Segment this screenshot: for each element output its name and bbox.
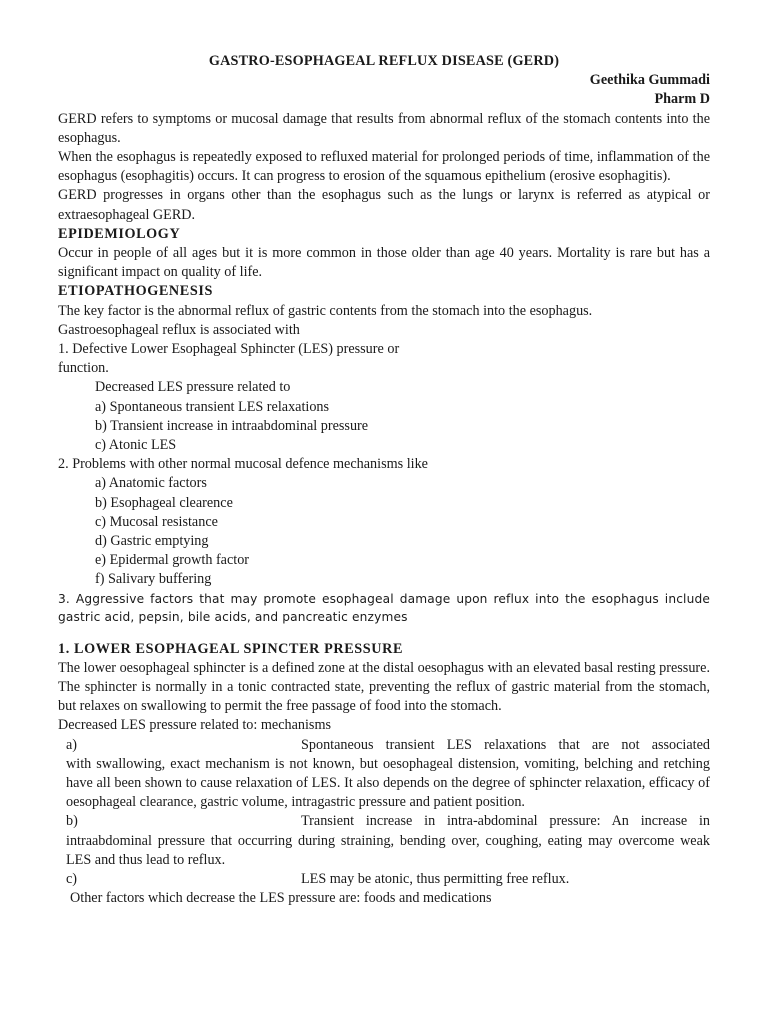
sub-list-text: Esophageal clearence (110, 494, 233, 511)
sub-list-label: e) (95, 552, 107, 569)
mechanism-b-body: intraabdominal pressure that occurring during straining, bending over, coughing, eating may overcome weak LES and thus lead to reflux. (66, 832, 710, 868)
mechanism-a-label: a) (66, 736, 78, 753)
mechanism-a-body: with swallowing, exact mechanism is not known, but oesophageal distension, vomiting, belching and retching have all been shown to cause relaxation of LES. It also depends on the degree of sphincter relaxation, efficacy of oesophageal clearance, gastric volume, intragastric pressure and patient position. (66, 755, 710, 811)
sub-list-item (58, 417, 710, 436)
mechanisms-label: Decreased LES pressure related to: mechanisms (58, 717, 332, 734)
aggressive-factors-paragraph: 3. Aggressive factors that may promote esophageal damage upon reflux into the esophagus include gastric acid, pepsin, bile acids, and pancreatic enzymes (58, 591, 710, 624)
list-item (58, 455, 710, 474)
sub-list-text: Gastric emptying (110, 532, 209, 549)
mechanism-b (58, 812, 710, 870)
author-degree: Pharm D (654, 91, 710, 108)
sub-list-item (58, 513, 710, 532)
epidemiology-heading: EPIDEMIOLOGY (58, 225, 181, 242)
sub-list-item (58, 474, 710, 493)
list-item-continuation: function. (58, 360, 109, 377)
mechanism-a-head-text: Spontaneous transient LES relaxations that are not associated (301, 736, 710, 753)
intro-paragraph-2: When the esophagus is repeatedly exposed to refluxed material for prolonged periods of time, inflammation of the esophagus (esophagitis) occurs. It can progress to erosion of the squamous epithelium (erosive esophagitis). (58, 149, 710, 185)
les-section-heading (58, 640, 710, 659)
intro-paragraph-1: GERD refers to symptoms or mucosal damage that results from abnormal reflux of the stomach contents into the esophagus. (58, 110, 710, 146)
les-section-title: LOWER ESOPHAGEAL SPINCTER PRESSURE (74, 640, 404, 657)
etiopathogenesis-line-1: The key factor is the abnormal reflux of gastric contents from the stomach into the esophagus. (58, 302, 593, 319)
sub-list-text: Mucosal resistance (109, 513, 218, 530)
sub-list-item (58, 532, 710, 551)
sub-list-text: Epidermal growth factor (109, 552, 250, 569)
list-item-text: Defective Lower Esophageal Sphincter (LES) pressure or (72, 341, 400, 358)
sub-list-item (58, 551, 710, 570)
sub-list-label: b) (95, 494, 107, 511)
decreased-les-label: Decreased LES pressure related to (95, 379, 291, 396)
sub-list-item (58, 436, 710, 455)
list-item-text: Problems with other normal mucosal defence mechanisms like (72, 456, 428, 473)
sub-list-label: a) (95, 398, 107, 415)
sub-list-text: Transient increase in intraabdominal pressure (110, 417, 369, 434)
mechanism-b-head (66, 812, 710, 831)
list-item-number: 1. (58, 341, 69, 358)
sub-list-item (58, 570, 710, 589)
list-item-number: 2. (58, 456, 69, 473)
mechanism-b-label: b) (66, 813, 78, 830)
section-spacer (58, 626, 710, 640)
epidemiology-text: Occur in people of all ages but it is more common in those older than age 40 years. Mortality is rare but has a significant impact on quality of life. (58, 245, 710, 281)
etiopathogenesis-line-2: Gastroesophageal reflux is associated with (58, 321, 300, 338)
sub-list-text: Salivary buffering (108, 571, 212, 588)
sub-list-text: Spontaneous transient LES relaxations (109, 398, 330, 415)
sub-list-label: c) (95, 437, 107, 454)
sub-list-item (58, 494, 710, 513)
document-title: GASTRO-ESOPHAGEAL REFLUX DISEASE (GERD) (208, 53, 560, 69)
les-paragraph: The lower oesophageal sphincter is a defined zone at the distal oesophagus with an elevated basal resting pressure. The sphincter is normally in a tonic contracted state, preventing the reflux of gastric material from the stomach, but relaxes on swallowing to permit the free passage of food into the stomach. (58, 659, 710, 715)
sub-list-item (58, 398, 710, 417)
etiopathogenesis-heading: ETIOPATHOGENESIS (58, 283, 213, 300)
sub-list-text: Atonic LES (108, 437, 177, 454)
document-body (58, 52, 710, 908)
mechanism-c-head-text: LES may be atonic, thus permitting free reflux. (301, 870, 570, 887)
sub-list-label: b) (95, 417, 107, 434)
les-section-number: 1. (58, 640, 70, 657)
mechanism-c-head (66, 870, 710, 889)
other-factors-line: Other factors which decrease the LES pressure are: foods and medications (70, 890, 492, 907)
sub-list-label: f) (95, 571, 105, 588)
sub-list-label: c) (95, 513, 107, 530)
author-name: Geethika Gummadi (589, 72, 710, 89)
mechanism-a-head (66, 736, 710, 755)
mechanism-b-head-text: Transient increase in intra-abdominal pressure: An increase in (301, 813, 710, 830)
mechanism-a (58, 736, 710, 813)
sub-list-label: d) (95, 532, 107, 549)
sub-list-label: a) (95, 475, 107, 492)
mechanism-c (58, 870, 710, 889)
intro-paragraph-3: GERD progresses in organs other than the esophagus such as the lungs or larynx is referred as atypical or extraesophageal GERD. (58, 187, 710, 223)
sub-list-text: Anatomic factors (108, 475, 207, 492)
list-item (58, 340, 710, 359)
mechanism-c-label: c) (66, 870, 78, 887)
